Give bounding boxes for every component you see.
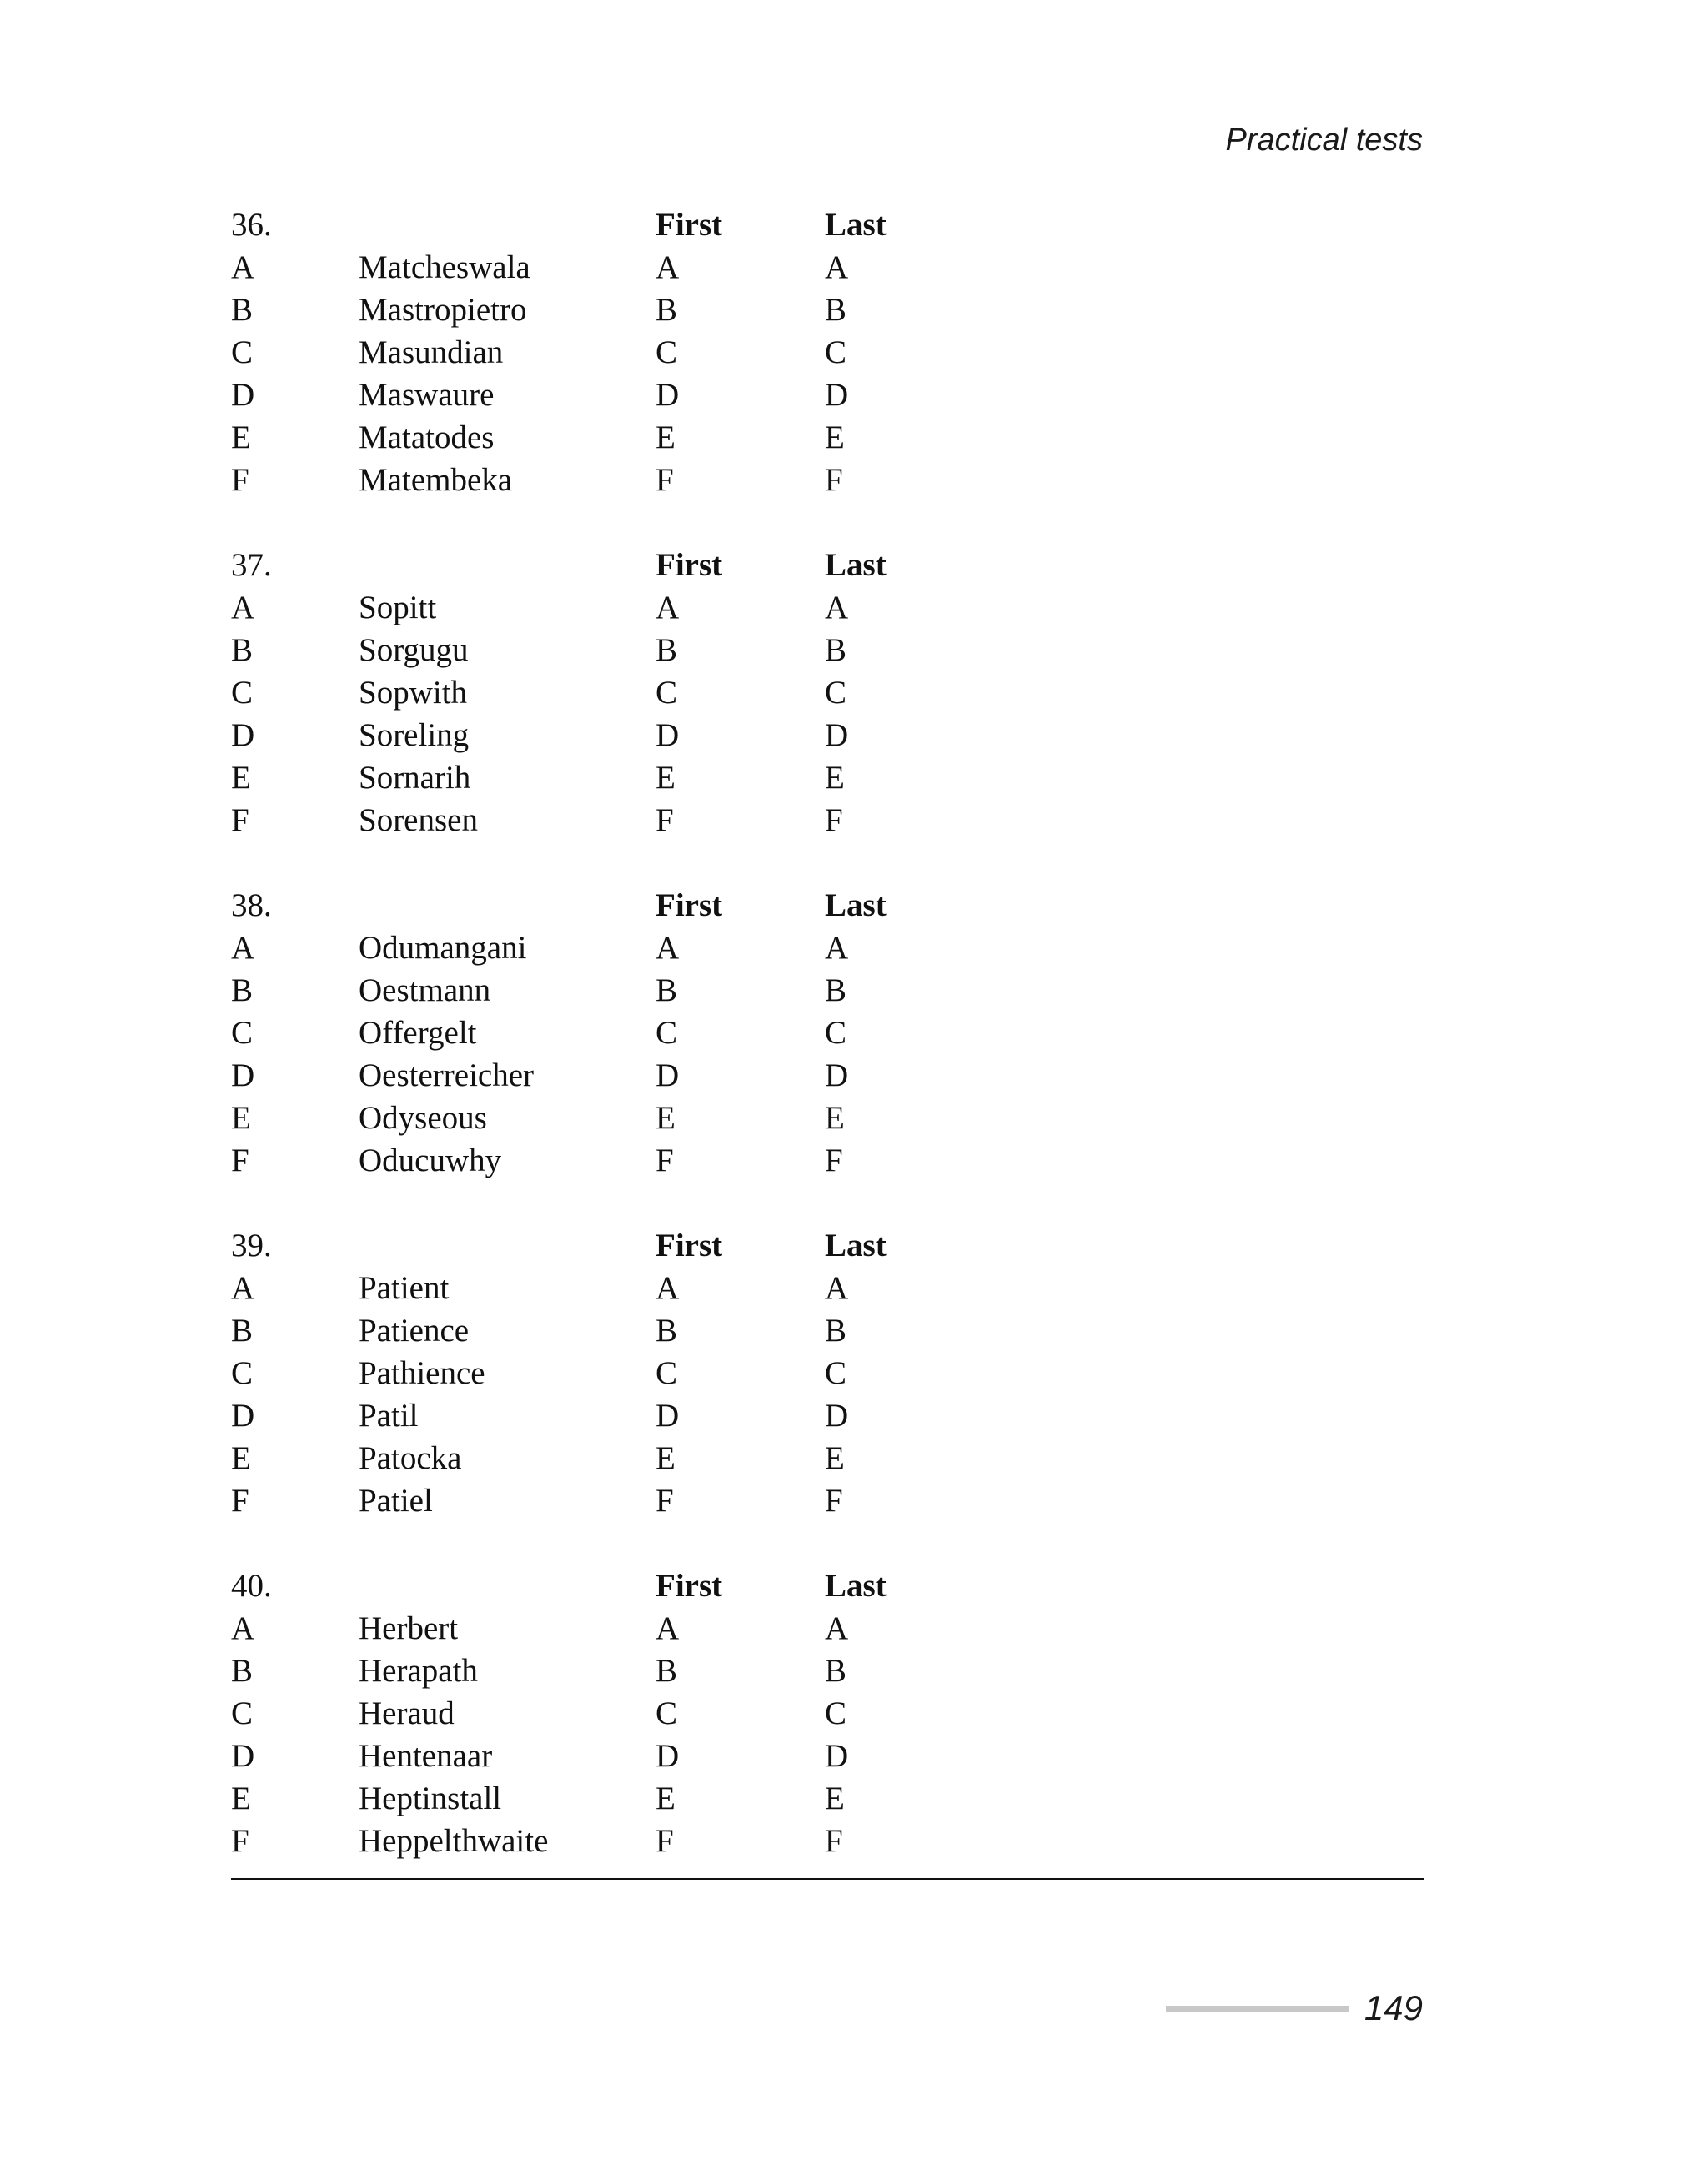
first-choice[interactable]: B [656,292,678,328]
option-name: Oestmann [359,972,491,1008]
name-column-blank [359,203,656,246]
option-name: Sorensen [359,802,478,838]
option-name: Maswaure [359,377,495,413]
option-row [231,629,1424,671]
option-name: Oesterreicher [359,1057,535,1093]
first-column-heading: First [656,887,723,923]
first-choice[interactable]: D [656,1398,680,1434]
last-choice[interactable]: E [825,760,845,796]
option-name: Heptinstall [359,1781,502,1816]
option-key: D [231,1398,255,1434]
question-40 [231,1565,1424,1862]
question-38 [231,884,1424,1182]
question-header [231,884,1424,927]
last-choice[interactable]: B [825,292,847,328]
option-row [231,927,1424,969]
option-row [231,671,1424,714]
option-row [231,1054,1424,1097]
first-column-heading: First [656,1228,723,1263]
option-name: Sopwith [359,675,468,711]
name-column-blank [359,884,656,927]
last-choice[interactable]: A [825,590,849,625]
last-choice[interactable]: E [825,419,845,455]
option-key: A [231,930,255,966]
option-key: D [231,1738,255,1774]
option-name: Heppelthwaite [359,1823,549,1859]
first-choice[interactable]: E [656,1781,676,1816]
first-choice[interactable]: D [656,1057,680,1093]
option-name: Patient [359,1270,450,1306]
option-row [231,714,1424,756]
last-choice[interactable]: B [825,632,847,668]
option-key: F [231,1823,249,1859]
last-choice[interactable]: D [825,1057,849,1093]
question-header [231,203,1424,246]
option-name: Sornarih [359,760,471,796]
bottom-rule [231,1878,1424,1880]
last-choice[interactable]: D [825,1398,849,1434]
first-column-heading: First [656,207,723,243]
option-key: F [231,1483,249,1519]
first-choice[interactable]: E [656,760,676,796]
option-row [231,756,1424,799]
last-choice[interactable]: F [825,1483,843,1519]
last-choice[interactable]: B [825,972,847,1008]
option-row [231,374,1424,416]
first-choice[interactable]: B [656,632,678,668]
first-choice[interactable]: E [656,419,676,455]
option-row [231,1139,1424,1182]
first-choice[interactable]: E [656,1440,676,1476]
question-number: 36. [231,207,272,243]
option-key: C [231,1355,254,1391]
last-choice[interactable]: A [825,1270,849,1306]
option-name: Patocka [359,1440,462,1476]
option-row [231,799,1424,841]
option-key: A [231,249,255,285]
first-choice[interactable]: C [656,334,678,370]
option-row [231,1394,1424,1437]
option-name: Odumangani [359,930,527,966]
name-column-blank [359,1224,656,1267]
option-key: C [231,675,254,711]
option-key: E [231,1440,251,1476]
option-name: Hentenaar [359,1738,493,1774]
first-choice[interactable]: F [656,1483,674,1519]
option-name: Matembeka [359,462,513,498]
last-choice[interactable]: F [825,462,843,498]
option-row [231,1309,1424,1352]
first-choice[interactable]: D [656,377,680,413]
last-choice[interactable]: B [825,1653,847,1689]
option-row [231,969,1424,1012]
option-row [231,1352,1424,1394]
option-key: B [231,1653,254,1689]
first-choice[interactable]: E [656,1100,676,1136]
name-column-blank [359,1565,656,1607]
option-key: A [231,1610,255,1646]
last-choice[interactable]: A [825,930,849,966]
option-key: E [231,1100,251,1136]
last-choice[interactable]: D [825,1738,849,1774]
option-key: C [231,1015,254,1051]
first-choice[interactable]: A [656,590,680,625]
first-column-heading: First [656,1568,723,1604]
option-name: Herapath [359,1653,478,1689]
question-number: 39. [231,1228,272,1263]
option-name: Soreling [359,717,470,753]
last-choice[interactable]: E [825,1440,845,1476]
last-choice[interactable]: C [825,1355,847,1391]
question-list [231,203,1424,1905]
first-choice[interactable]: C [656,1015,678,1051]
option-name: Patil [359,1398,419,1434]
first-choice[interactable]: D [656,1738,680,1774]
option-row [231,331,1424,374]
question-37 [231,544,1424,841]
first-column-heading: First [656,547,723,583]
first-choice[interactable]: B [656,1653,678,1689]
option-name: Patiel [359,1483,433,1519]
option-name: Matatodes [359,419,495,455]
first-choice[interactable]: C [656,1695,678,1731]
option-key: F [231,1143,249,1178]
option-key: B [231,632,254,668]
option-name: Herbert [359,1610,459,1646]
option-name: Oducuwhy [359,1143,502,1178]
option-row [231,459,1424,501]
option-key: E [231,419,251,455]
first-choice[interactable]: F [656,802,674,838]
option-key: B [231,972,254,1008]
last-choice[interactable]: E [825,1781,845,1816]
option-name: Pathience [359,1355,485,1391]
last-choice[interactable]: C [825,1695,847,1731]
last-choice[interactable]: D [825,717,849,753]
option-name: Sorgugu [359,632,469,668]
last-choice[interactable]: C [825,1015,847,1051]
name-column-blank [359,544,656,586]
last-choice[interactable]: A [825,249,849,285]
option-key: C [231,1695,254,1731]
option-key: B [231,292,254,328]
question-header [231,1565,1424,1607]
footer-bar [1166,2006,1349,2012]
option-key: A [231,590,255,625]
option-key: C [231,334,254,370]
option-key: E [231,1781,251,1816]
first-choice[interactable]: F [656,462,674,498]
last-choice[interactable]: E [825,1100,845,1136]
first-choice[interactable]: F [656,1823,674,1859]
option-row [231,1607,1424,1650]
last-choice[interactable]: F [825,802,843,838]
last-choice[interactable]: B [825,1313,847,1349]
first-choice[interactable]: C [656,675,678,711]
question-number: 38. [231,887,272,923]
first-choice[interactable]: F [656,1143,674,1178]
option-key: F [231,802,249,838]
question-number: 37. [231,547,272,583]
last-choice[interactable]: D [825,377,849,413]
option-row [231,416,1424,459]
option-row [231,586,1424,629]
option-row [231,1777,1424,1820]
last-choice[interactable]: A [825,1610,849,1646]
option-row [231,1012,1424,1054]
first-choice[interactable]: D [656,717,680,753]
option-row [231,1097,1424,1139]
first-choice[interactable]: A [656,1610,680,1646]
option-key: A [231,1270,255,1306]
question-36 [231,203,1424,501]
option-row [231,289,1424,331]
option-row [231,1479,1424,1522]
option-key: B [231,1313,254,1349]
option-name: Masundian [359,334,504,370]
page-number: 149 [1364,1988,1423,2027]
last-column-heading: Last [825,207,887,243]
first-choice[interactable]: A [656,249,680,285]
first-choice[interactable]: B [656,1313,678,1349]
last-column-heading: Last [825,547,887,583]
option-name: Patience [359,1313,470,1349]
option-row [231,1820,1424,1862]
option-name: Offergelt [359,1015,477,1051]
option-row [231,246,1424,289]
option-name: Odyseous [359,1100,487,1136]
last-choice[interactable]: C [825,334,847,370]
question-header [231,544,1424,586]
option-name: Heraud [359,1695,455,1731]
first-choice[interactable]: C [656,1355,678,1391]
option-key: D [231,717,255,753]
option-name: Matcheswala [359,249,530,285]
last-choice[interactable]: F [825,1823,843,1859]
last-column-heading: Last [825,887,887,923]
last-choice[interactable]: C [825,675,847,711]
option-key: E [231,760,251,796]
question-header [231,1224,1424,1267]
first-choice[interactable]: A [656,1270,680,1306]
question-number: 40. [231,1568,272,1604]
last-choice[interactable]: F [825,1143,843,1178]
option-row [231,1437,1424,1479]
option-key: F [231,462,249,498]
option-key: D [231,1057,255,1093]
last-column-heading: Last [825,1228,887,1263]
running-title: Practical tests [1225,123,1423,158]
first-choice[interactable]: A [656,930,680,966]
option-row [231,1650,1424,1692]
question-39 [231,1224,1424,1522]
last-column-heading: Last [825,1568,887,1604]
option-row [231,1735,1424,1777]
option-name: Mastropietro [359,292,527,328]
option-row [231,1692,1424,1735]
option-name: Sopitt [359,590,437,625]
first-choice[interactable]: B [656,972,678,1008]
option-row [231,1267,1424,1309]
option-key: D [231,377,255,413]
